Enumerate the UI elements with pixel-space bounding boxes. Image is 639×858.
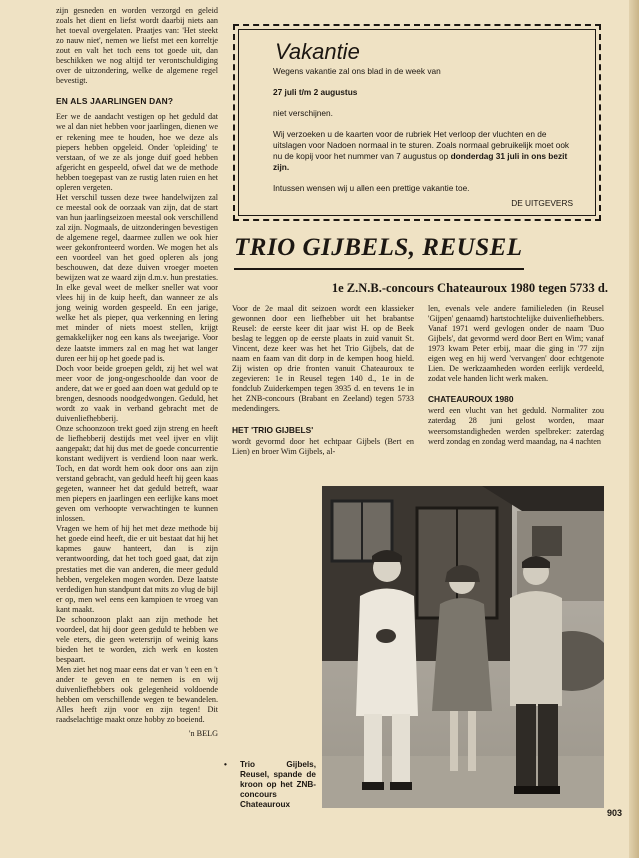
page-binding-edge bbox=[629, 0, 639, 858]
left-paragraph-2: Eer we de aandacht vestigen op het geduld dat we al dan niet hebben voor jaarlingen, dienen we er rekening mee te houden, hoe we deze als piepers hebben opgeleid. Onder 'opleiding' te verstaan, of we ze als jonge duif goed hebben afgericht en gespeeld, ofwel dat we de methode hebben toegepast van ze rustig laten ruien en het opleren vergeten. bbox=[56, 112, 218, 192]
left-paragraph-8: Men ziet het nog maar eens dat er van 't een en 't ander te geven en te nemen is en wij duivenliefhebbers ook gelegenheid voldoende hebben om verschillende wegen te bewandelen. Alles heeft zijn voor en zijn tegen! Dit raadselachtige maakt onze hobby zo boeiend. bbox=[56, 665, 218, 725]
middle-column bbox=[232, 304, 414, 457]
right-paragraph-2: werd een vlucht van het geduld. Normaliter zou zaterdag 28 juni gelost worden, maar weersomstandigheden werden spelbreker: zaterdag werd zondag en zondag werd maandag, na 4 nachten bbox=[428, 406, 604, 446]
vacation-dates: 27 juli t/m 2 augustus bbox=[273, 87, 358, 97]
article-title: TRIO GIJBELS, REUSEL bbox=[234, 234, 523, 261]
page-number: 903 bbox=[607, 808, 623, 818]
right-column bbox=[428, 304, 604, 447]
middle-paragraph-1: Voor de 2e maal dit seizoen wordt een klassieker gewonnen door een liefhebber uit het brabantse Reusel: de eerste keer dit jaar wist H. op de Beek beslag te leggen op de eerste plaats in zuid vanuit St. Vincent, deze keer was het het Trio Gijbels, dat de naam en faam van dit dorp in de kempen hoog hield. Zij wisten op drie fronten vanuit Chateauroux te zegevieren: 1e in Reusel tegen 140 d., 1e in de fondclub Zuiderkempen tegen 3935 d. en tevens 1e in het ZNB-concours (Brabant en Zeeland) tegen 5733 medendingers. bbox=[232, 304, 414, 414]
left-paragraph-7: De schoonzoon plakt aan zijn methode het voordeel, dat hij door geen geduld te hebben we vele eters, die geen wetersrijn of weinig kans bieden het te worden, zich werk en kosten bespaart. bbox=[56, 614, 218, 664]
middle-paragraph-2: wordt gevormd door het echtpaar Gijbels (Bert en Lien) en broer Wim Gijbels, al- bbox=[232, 436, 414, 456]
vacation-paragraph-b: Intussen wensen wij u allen een prettige vakantie toe. bbox=[273, 183, 470, 193]
left-column bbox=[56, 6, 218, 739]
left-heading: EN ALS JAARLINGEN DAN? bbox=[56, 96, 174, 107]
vacation-notice-box bbox=[233, 24, 601, 221]
photo-illustration bbox=[322, 486, 604, 808]
left-paragraph-6: Vragen we hem of hij het met deze methode bij het goede eind heeft, die er uit bestaat dat hij het kapmes gauw hanteert, dan is zijn verantwoording, dat het toch goed gaat, dat zijn prestaties met die van anderen, die meer geduld hebben, vergeleken mogen worden. Deze laatste verdedigen hun standpunt dat mits zo vlug de bijl er op, men wel eens een kampioen te vroeg van kant maakt. bbox=[56, 524, 218, 614]
left-paragraph-5: Onze schoonzoon trekt goed zijn streng en heeft de liefhebberij destijds met veel ijver en vlijt aangepakt; dat hij dus met de goede concurrentie konstant wedijvert is verdiend loon naar werk. Toch, en dat wordt hem ook door ons aan zijn verstand gebracht, van geduld heeft hij geen kaas gegeten, wanneer het dat geduld betreft, waar men piepers en jaarlingen een eerlijke kans moet geven om verhoopte verwachtingen te kunnen inlossen. bbox=[56, 423, 218, 524]
article-subtitle: 1e Z.N.B.-concours Chateauroux 1980 tegen 5733 d. bbox=[331, 281, 608, 295]
title-rule bbox=[234, 268, 524, 270]
vacation-signature: DE UITGEVERS bbox=[511, 198, 573, 208]
caption-bullet: • bbox=[224, 760, 227, 769]
photo-caption bbox=[226, 760, 316, 810]
left-paragraph-1: zijn gesneden en worden verzorgd en geleid zoals het dient en liefst wordt daarbij niets aan het toeval overgelaten. Praatjes van: 'Het steekt zo nauw niet', nemen we liefst met een korreltje zout en valt het toch eens tot goede uit, dan beschikken we nog altijd ter verontschuldiging over de uitzondering, welke de algemene regel bevestigt. bbox=[56, 6, 218, 86]
vacation-title: Vakantie bbox=[275, 39, 360, 64]
middle-heading: HET 'TRIO GIJBELS' bbox=[232, 424, 314, 435]
trio-photograph bbox=[322, 486, 604, 808]
left-signoff: 'n BELG bbox=[189, 729, 218, 739]
right-heading: CHATEAUROUX 1980 bbox=[428, 394, 514, 405]
vacation-line-1: Wegens vakantie zal ons blad in de week van bbox=[273, 66, 441, 76]
vacation-line-2: niet verschijnen. bbox=[273, 108, 333, 118]
vacation-paragraph-a: Wij verzoeken u de kaarten voor de rubriek Het verloop der vluchten en de uitslagen voor Nadoen normaal in te sturen. Zoals normaal gebruikelijk moet ook nu de kopij voor het nummer van 7 augustus op donderdag 31 juli in ons bezit zijn. bbox=[273, 129, 570, 172]
left-paragraph-3: Het verschil tussen deze twee handelwijzen zal ce meestal ook de oorzaak van zijn, dat de start van hun jaarlingseizoen meestal ook verschillend zal zijn. Nogmaals, de uitzonderingen bevestigen de algemene regel, daarmee zullen we ook hier weer gekonfronteerd worden. We mogen het als een voordeel van het goed opleren als jong beschouwen, dat deze duiven vroeger moeten bewijzen wat ze waard zijn d.m.v. hun prestaties. In elke geval weet de melker sneller wat voor vlees hij in de kuip heeft, dan wanneer ze als jong weinig worden gespeeld. En een jarige, welke het als pieper, qua verkenning en lering met minder of niets moest stellen, krijgt gemakkelijker nog een kans als tweejarige. Voor deze laatste immers zal en mag het wat langer duren eer hij op het goede pad is. bbox=[56, 192, 218, 363]
left-paragraph-4: Doch voor beide groepen geldt, zij het wel wat meer voor de jong-ongeschoolde dan voor de andere, dat we er goed aan doen wat geduld op te brengen, desnoods noodgedwongen. Geduld, het wordt zo vaak in verband gebracht met de duivenliefhebberij. bbox=[56, 363, 218, 423]
right-paragraph-1: len, evenals vele andere familieleden (in Reusel 'Gijpen' genaamd) hartstochtelijke duivenliefhebbers. Vanaf 1971 werd gevlogen onder de naam 'Duo Gijbels', dat gevormd werd door Bert en Wim; vanaf 1973 kwam Peter erbij, maar die ging in '77 zijn eigen weg en hij werd 'vervangen' door echtgenote Lien. De werkzaamheden worden eerlijk verdeeld, zodat vele handen licht werk maken. bbox=[428, 304, 604, 384]
caption-text: Trio Gijbels, Reusel, spande de kroon op het ZNB-concours Chateauroux bbox=[240, 760, 316, 809]
